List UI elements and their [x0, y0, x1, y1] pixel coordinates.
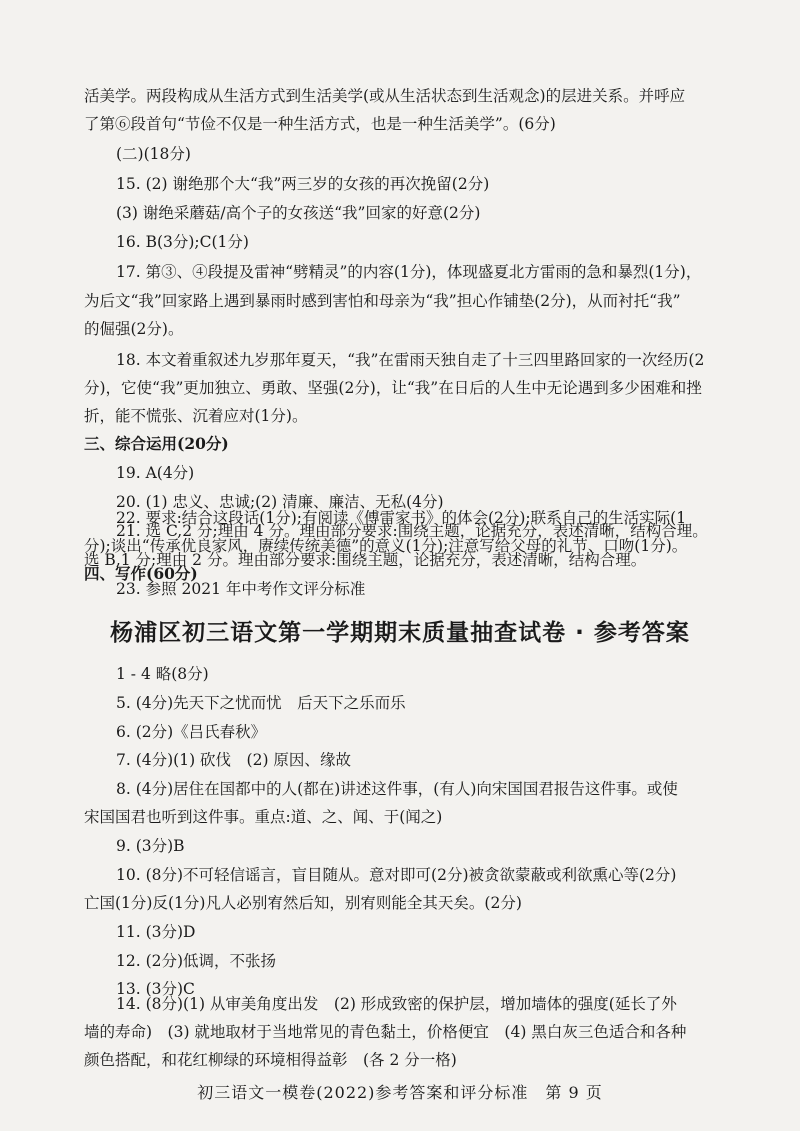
answer-q17: 17. 第③、④段提及雷神“劈精灵”的内容(1分)，体现盛夏北方雷雨的急和暴烈(1分)，: [116, 263, 702, 281]
paragraph-line: 了第⑥段首句“节俭不仅是一种生活方式，也是一种生活美学”。(6分): [84, 115, 556, 133]
answer-q18-cont: 折，能不慌张、沉着应对(1分)。: [84, 407, 308, 425]
paragraph-line: 活美学。两段构成从生活方式到生活美学(或从生活状态到生活观念)的层进关系。并呼应: [84, 87, 686, 105]
answer-7: 7. (4分)(1) 砍伐 (2) 原因、缘故: [116, 751, 351, 769]
answer-q22: 22. 要求:结合这段话(1分);有阅读《傅雷家书》的体会(2分);联系自己的生活实际(1: [116, 509, 687, 527]
answer-q15b: (3) 谢绝采蘑菇/高个子的女孩送“我”回家的好意(2分): [116, 204, 481, 222]
page-title: 杨浦区初三语文第一学期期末质量抽查试卷 · 参考答案: [110, 620, 690, 646]
answer-q18: 18. 本文着重叙述九岁那年夏天，“我”在雷雨天独自走了十三四里路回家的一次经历(2: [116, 351, 705, 369]
answer-q15a: 15. (2) 谢绝那个大“我”两三岁的女孩的再次挽留(2分): [116, 175, 490, 193]
section-heading: 四、写作(60分): [84, 564, 198, 583]
answer-9: 9. (3分)B: [116, 837, 185, 855]
answer-q16: 16. B(3分);C(1分): [116, 233, 249, 251]
answer-14: 14. (8分)(1) 从审美角度出发 (2) 形成致密的保护层，增加墙体的强度(延长了外: [116, 995, 677, 1013]
section-heading: (二)(18分): [116, 145, 191, 163]
answer-14-cont: 墙的寿命) (3) 就地取材于当地常见的青色黏土，价格便宜 (4) 黑白灰三色适合和各种: [84, 1023, 687, 1041]
answer-q23: 23. 参照 2021 年中考作文评分标准: [116, 580, 366, 598]
answer-5: 5. (4分)先天下之忧而忧 后天下之乐而乐: [116, 694, 406, 712]
answer-14-cont: 颜色搭配，和花红柳绿的环境相得益彰 (各 2 分一格): [84, 1051, 457, 1069]
answer-q19: 19. A(4分): [116, 464, 195, 482]
answer-q18-cont: 分)，它使“我”更加独立、勇敢、坚强(2分)，让“我”在日后的人生中无论遇到多少困难和挫: [84, 379, 702, 397]
answer-q17-cont: 的倔强(2分)。: [84, 320, 184, 338]
answer-q17-cont: 为后文“我”回家路上遇到暴雨时感到害怕和母亲为“我”担心作铺垫(2分)，从而衬托“我”: [84, 292, 681, 310]
answer-8: 8. (4分)居住在国都中的人(都在)讲述这件事，(有人)向宋国国君报告这件事。或使: [116, 780, 678, 798]
answer-13: 13. (3分)C: [116, 980, 195, 998]
section-heading: 三、综合运用(20分): [84, 434, 229, 453]
answer-10: 10. (8分)不可轻信谣言，盲目随从。意对即可(2分)被贪欲蒙蔽或利欲熏心等(2分): [116, 866, 677, 884]
answer-q21a: 21. 选 C,2 分;理由 4 分。理由部分要求:围绕主题，论据充分，表述清晰，结构合理。: [116, 522, 708, 540]
answer-q20: 20. (1) 忠义、忠诚;(2) 清廉、廉洁、无私(4分): [116, 493, 444, 511]
answer-q22-cont: 分);谈出“传承优良家风，赓续传统美德”的意义(1分);注意写给父母的礼节、口吻(1分)。: [84, 537, 688, 555]
answer-1-4: 1 - 4 略(8分): [116, 665, 209, 683]
answer-q21b: 选 B,1 分;理由 2 分。理由部分要求:围绕主题，论据充分，表述清晰，结构合理。: [84, 551, 647, 569]
answer-11: 11. (3分)D: [116, 923, 196, 941]
answer-8-cont: 宋国国君也听到这件事。重点:道、之、闻、于(闻之): [84, 808, 443, 826]
answer-6: 6. (2分)《吕氏春秋》: [116, 723, 267, 741]
page-footer: 初三语文一模卷(2022)参考答案和评分标准 第 9 页: [197, 1083, 603, 1102]
answer-10-cont: 亡国(1分)反(1分)凡人必别宥然后知，别宥则能全其天矣。(2分): [84, 894, 522, 912]
answer-12: 12. (2分)低调，不张扬: [116, 952, 277, 970]
